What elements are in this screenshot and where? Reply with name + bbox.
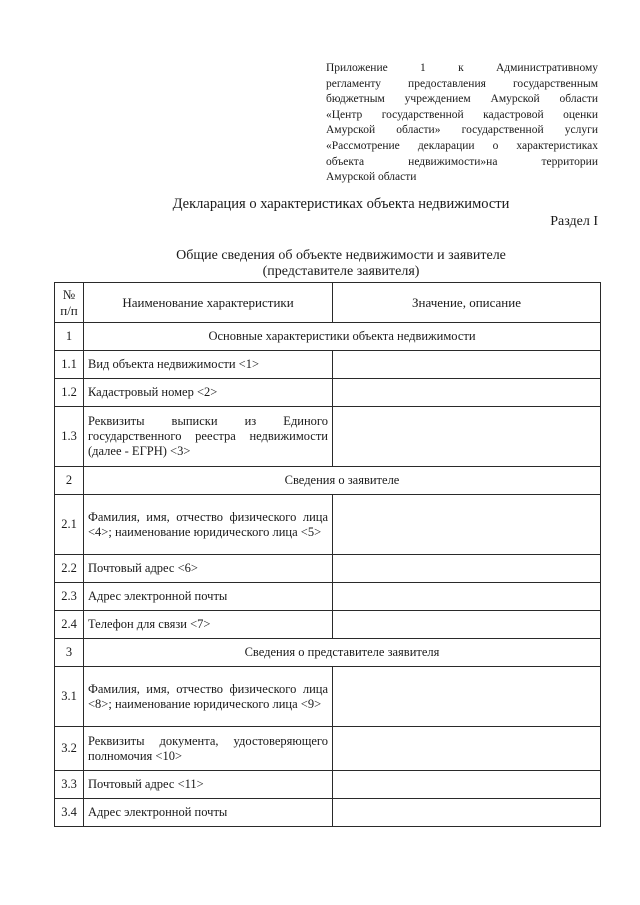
row-name: Реквизиты выписки из Единого государственного реестра недвижимости (далее - ЕГРН) <3>: [84, 407, 333, 467]
value-cell[interactable]: [333, 407, 601, 467]
value-cell[interactable]: [333, 555, 601, 583]
row-name: Адрес электронной почты: [84, 583, 333, 611]
row-num: 2.2: [55, 555, 84, 583]
row-name: Фамилия, имя, отчество физического лица <8>; наименование юридического лица <9>: [84, 667, 333, 727]
row-name: Адрес электронной почты: [84, 799, 333, 827]
declaration-table: [54, 282, 601, 827]
value-cell[interactable]: [333, 351, 601, 379]
row-num: 1.2: [55, 379, 84, 407]
section-row: [55, 639, 601, 667]
section-title: Основные характеристики объекта недвижимости: [84, 323, 601, 351]
row-name: Почтовый адрес <11>: [84, 771, 333, 799]
row-name: Почтовый адрес <6>: [84, 555, 333, 583]
section-row: [55, 323, 601, 351]
row-num: 3.3: [55, 771, 84, 799]
value-cell[interactable]: [333, 727, 601, 771]
caption-line-2: (представителе заявителя): [262, 264, 420, 279]
section-title: Сведения о представителе заявителя: [84, 639, 601, 667]
row-num: 3.4: [55, 799, 84, 827]
appendix-line: Амурской области» государственной услуги: [326, 124, 598, 137]
table-caption: [0, 248, 640, 280]
value-cell[interactable]: [333, 379, 601, 407]
row-num: 2.1: [55, 495, 84, 555]
table-row: [55, 555, 601, 583]
header-name: Наименование характеристики: [84, 283, 333, 323]
appendix-line: Приложение 1 к Административному: [326, 62, 598, 74]
section-num: 2: [55, 467, 84, 495]
table-row: [55, 799, 601, 827]
caption-line-1: Общие сведения об объекте недвижимости и заявителе: [176, 248, 506, 263]
appendix-line: регламенту предоставления государственным: [326, 77, 598, 90]
appendix-line: «Центр государственной кадастровой оценки: [326, 108, 598, 121]
table-row: [55, 667, 601, 727]
value-cell[interactable]: [333, 771, 601, 799]
value-cell[interactable]: [333, 583, 601, 611]
header-value: Значение, описание: [333, 283, 601, 323]
table-row: [55, 495, 601, 555]
row-num: 3.1: [55, 667, 84, 727]
row-name: Кадастровый номер <2>: [84, 379, 333, 407]
appendix-line: объекта недвижимости»на территории: [326, 155, 598, 168]
value-cell[interactable]: [333, 667, 601, 727]
row-name: Реквизиты документа, удостоверяющего полномочия <10>: [84, 727, 333, 771]
table-row: [55, 583, 601, 611]
header-num: № п/п: [55, 283, 84, 323]
table-row: [55, 379, 601, 407]
row-num: 1.1: [55, 351, 84, 379]
row-num: 2.4: [55, 611, 84, 639]
table-row: [55, 771, 601, 799]
appendix-line: «Рассмотрение декларации о характеристиках: [326, 139, 598, 152]
value-cell[interactable]: [333, 495, 601, 555]
document-title: Декларация о характеристиках объекта недвижимости: [172, 196, 510, 212]
section-title: Сведения о заявителе: [84, 467, 601, 495]
appendix-line: Амурской области: [326, 171, 417, 184]
table-row: [55, 611, 601, 639]
section-row: [55, 467, 601, 495]
value-cell[interactable]: [333, 611, 601, 639]
value-cell[interactable]: [333, 799, 601, 827]
row-num: 2.3: [55, 583, 84, 611]
row-num: 1.3: [55, 407, 84, 467]
row-name: Фамилия, имя, отчество физического лица <4>; наименование юридического лица <5>: [84, 495, 333, 555]
table-row: [55, 727, 601, 771]
row-name: Вид объекта недвижимости <1>: [84, 351, 333, 379]
section-num: 1: [55, 323, 84, 351]
appendix-note: [326, 61, 598, 186]
row-name: Телефон для связи <7>: [84, 611, 333, 639]
section-num: 3: [55, 639, 84, 667]
appendix-line: бюджетным учреждением Амурской области: [326, 93, 598, 106]
row-num: 3.2: [55, 727, 84, 771]
section-label: Раздел I: [550, 214, 598, 229]
table-row: [55, 407, 601, 467]
table-header-row: [55, 283, 601, 323]
table-row: [55, 351, 601, 379]
